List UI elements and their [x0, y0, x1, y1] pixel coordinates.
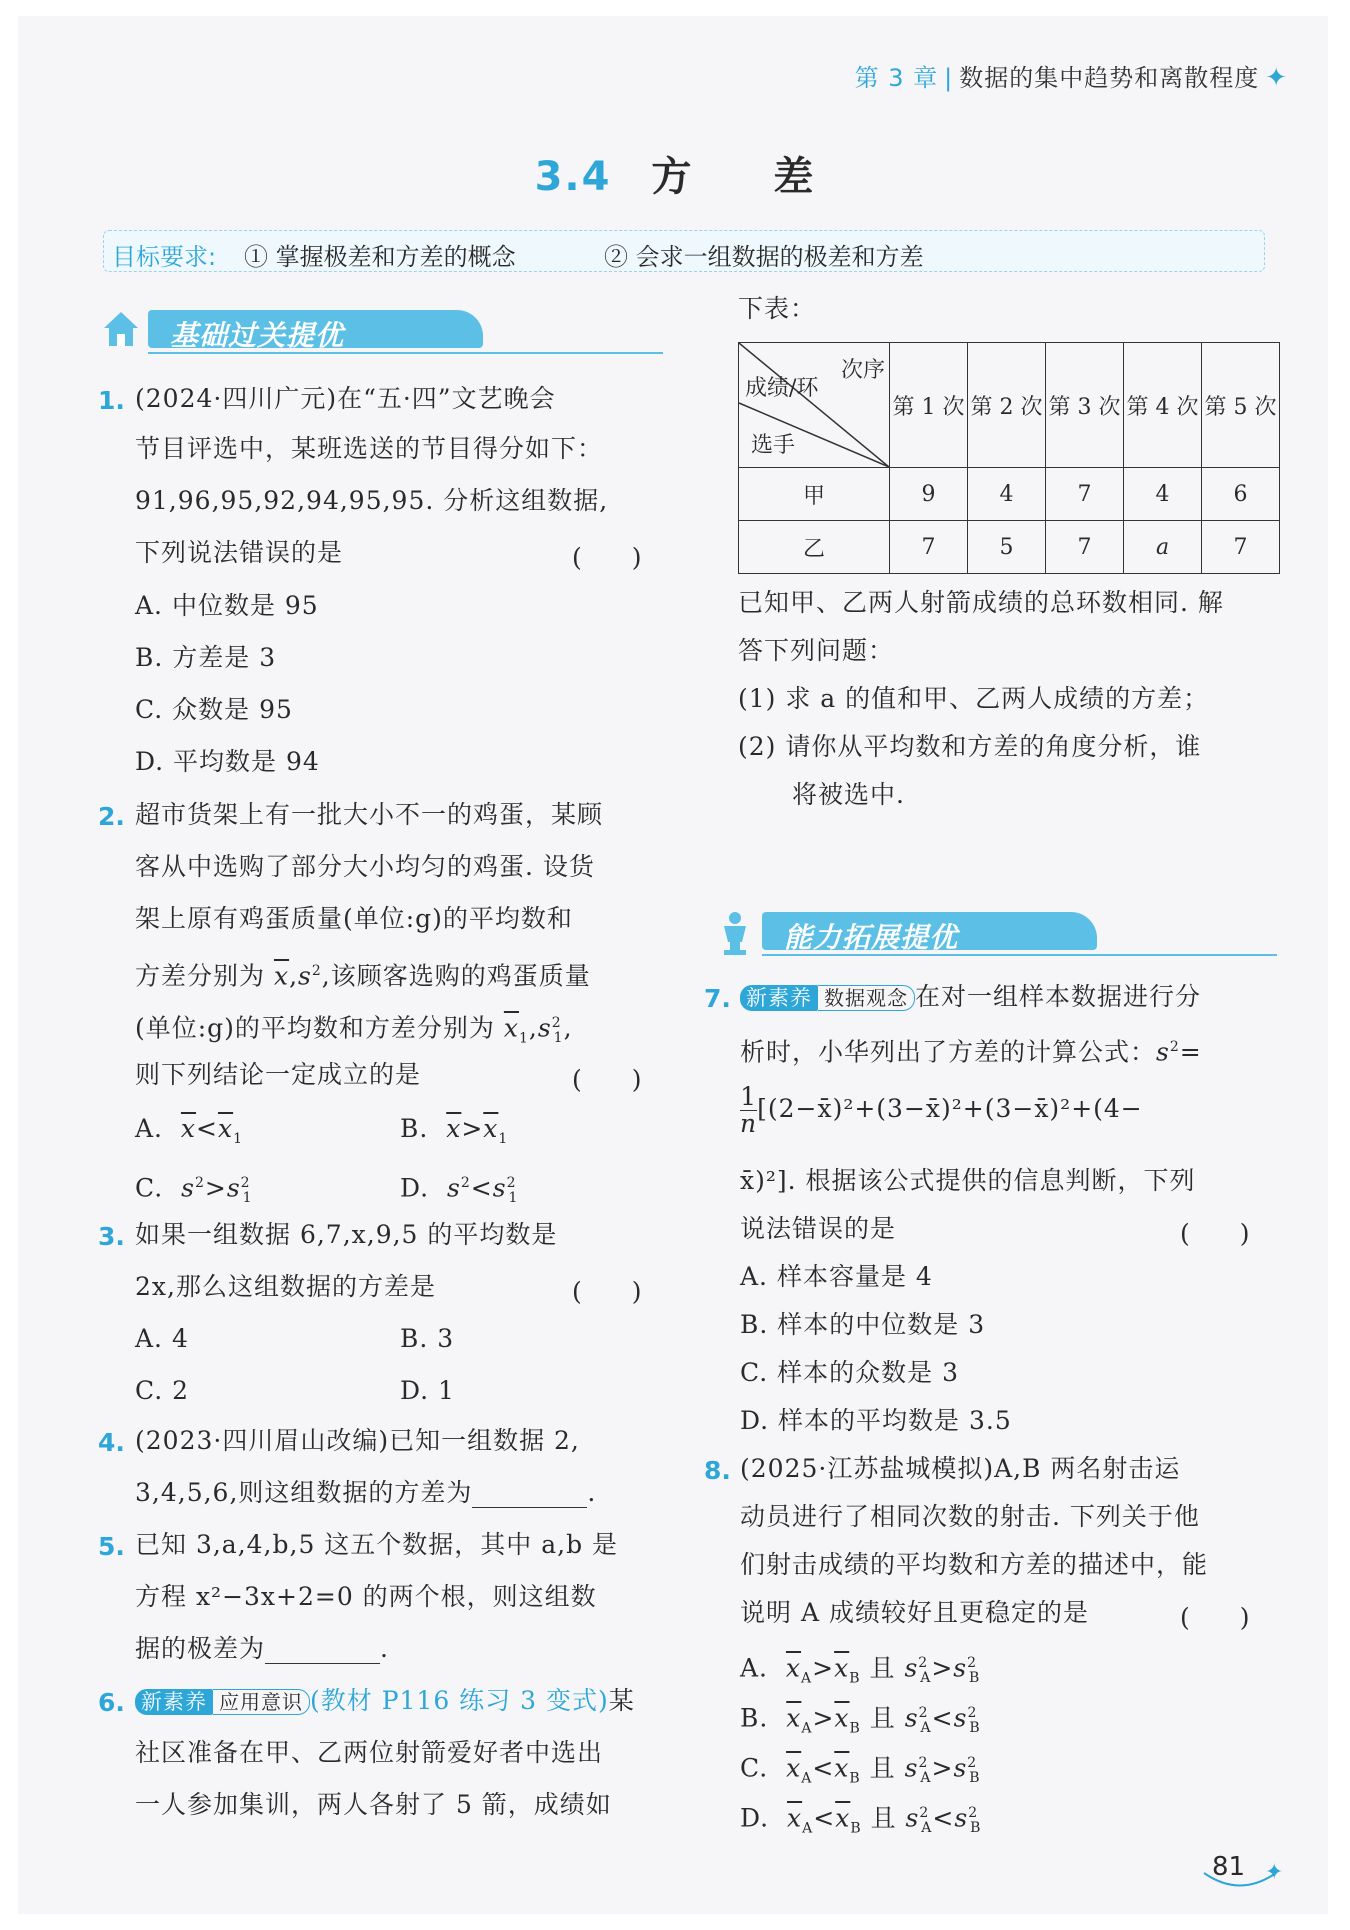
table-diagonal-header — [739, 343, 890, 468]
star-icon: ✦ — [1265, 63, 1288, 93]
q3-line-2: 2x,那么这组数据的方差是 — [135, 1272, 436, 1301]
goal-item-1: ① 掌握极差和方差的概念 — [244, 243, 516, 271]
section-number: 3.4 — [534, 154, 612, 200]
q8-line-1: (2025·江苏盐城模拟)A,B 两名射击运 — [740, 1454, 1181, 1483]
section-title-b: 差 — [773, 153, 816, 200]
q7-option-a: A. 样本容量是 4 — [740, 1262, 933, 1291]
q3-answer-paren: ( ) — [572, 1277, 642, 1306]
q6-tag: 新素养 — [135, 1689, 213, 1715]
house-icon — [98, 306, 144, 352]
q4-line-1: (2023·四川眉山改编)已知一组数据 2, — [135, 1426, 580, 1455]
table-cell: 6 — [1202, 468, 1280, 521]
q7-line-1: 新素养 数据观念 在对一组样本数据进行分 — [740, 982, 1201, 1012]
table-cell: 5 — [968, 521, 1046, 574]
q4-answer-blank[interactable] — [472, 1483, 587, 1508]
q3-option-b: B. 3 — [400, 1324, 455, 1353]
section-title — [0, 145, 1350, 202]
q8-answer-paren: ( ) — [1180, 1603, 1250, 1632]
score-table — [738, 342, 1280, 574]
q7-tag: 新素养 — [740, 985, 818, 1011]
table-cell: a — [1124, 521, 1202, 574]
q1-number: 1. — [98, 386, 125, 415]
header-separator: | — [944, 64, 954, 92]
page-number: 81 — [1212, 1852, 1246, 1882]
q3-number: 3. — [98, 1222, 125, 1251]
table-cell: 7 — [890, 521, 968, 574]
q6-sub-1: (1) 求 a 的值和甲、乙两人成绩的方差； — [738, 684, 1210, 713]
q6-after-1: 已知甲、乙两人射箭成绩的总环数相同. 解 — [738, 588, 1224, 617]
table-col-header: 第 4 次 — [1124, 343, 1202, 468]
q6-sub-2a: (2) 请你从平均数和方差的角度分析，谁 — [738, 732, 1202, 761]
table-row — [739, 468, 1280, 521]
q3-option-c: C. 2 — [135, 1376, 190, 1405]
q1-option-c: C. 众数是 95 — [135, 695, 293, 724]
q7-line-3: $\frac{1}{n}$ [(2−x̄)²+(3−x̄)²+(3−x̄)²+(4− — [740, 1082, 1143, 1138]
q3-option-a: A. 4 — [135, 1324, 189, 1353]
q6-line-1: 新素养 应用意识 (教材 P116 练习 3 变式)某 — [135, 1686, 635, 1716]
goal-box — [103, 230, 1265, 272]
q2-option-b: B. $\overline{x}>\overline{x}_1$ — [400, 1114, 509, 1147]
table-row-name: 甲 — [739, 468, 890, 521]
q8-option-b: B. $\overline{x}_A>\overline{x}_B$ 且 $s^2_A<s^2_B$ — [740, 1703, 981, 1737]
q7-line-2: 析时，小华列出了方差的计算公式：$s^2=$ — [740, 1037, 1202, 1067]
section-title-a: 方 — [651, 153, 694, 200]
table-cell: 7 — [1202, 521, 1280, 574]
q2-line-2: 客从中选购了部分大小均匀的鸡蛋. 设货 — [135, 852, 595, 881]
table-col-header: 第 5 次 — [1202, 343, 1280, 468]
q2-line-4: 方差分别为 $\overline{x},s^2$,该顾客选购的鸡蛋质量 — [135, 961, 591, 991]
table-header-order: 次序 — [840, 358, 885, 383]
chapter-header — [855, 58, 1288, 93]
goal-item-2: ② 会求一组数据的极差和方差 — [604, 243, 924, 271]
table-cell: 7 — [1046, 521, 1124, 574]
q1-option-a: A. 中位数是 95 — [135, 591, 319, 620]
q1-option-b: B. 方差是 3 — [135, 643, 277, 672]
q5-number: 5. — [98, 1532, 125, 1561]
q2-answer-paren: ( ) — [572, 1065, 642, 1094]
q2-option-d: D. $s^2<s^2_1$ — [400, 1173, 519, 1207]
q8-line-2: 动员进行了相同次数的射击. 下列关于他 — [740, 1502, 1200, 1531]
table-cell: 4 — [968, 468, 1046, 521]
q7-option-d: D. 样本的平均数是 3.5 — [740, 1406, 1012, 1435]
q8-option-a: A. $\overline{x}_A>\overline{x}_B$ 且 $s^2_A>s^2_B$ — [740, 1653, 981, 1687]
banner-advanced — [712, 908, 1277, 952]
q7-line-5: 说法错误的是 — [740, 1214, 897, 1243]
q8-option-d: D. $\overline{x}_A<\overline{x}_B$ 且 $s^2_A<s^2_B$ — [740, 1803, 982, 1837]
q8-option-c: C. $\overline{x}_A<\overline{x}_B$ 且 $s^2_A>s^2_B$ — [740, 1753, 981, 1787]
q8-line-4: 说明 A 成绩较好且更稳定的是 — [740, 1598, 1089, 1627]
fraction-1-over-n: $\frac{1}{n}$ — [740, 1082, 758, 1138]
q3-line-1: 如果一组数据 6,7,x,9,5 的平均数是 — [135, 1220, 558, 1249]
q1-line-3: 91,96,95,92,94,95,95. 分析这组数据, — [135, 486, 609, 515]
banner-advanced-title: 能力拓展提优 — [784, 921, 959, 954]
q2-line-5: (单位:g)的平均数和方差分别为 $\overline{x}_1,s^2_1$, — [135, 1013, 573, 1047]
banner-basic-title: 基础过关提优 — [170, 319, 345, 352]
q6-line-2: 社区准备在甲、乙两位射箭爱好者中选出 — [135, 1738, 604, 1767]
q5-line-1: 已知 3,a,4,b,5 这五个数据，其中 a,b 是 — [135, 1530, 619, 1559]
q6-citation: (教材 P116 练习 3 变式) — [310, 1686, 609, 1715]
q4-number: 4. — [98, 1428, 125, 1457]
table-header-score: 成绩/环 — [745, 376, 819, 401]
chapter-title: 数据的集中趋势和离散程度 — [959, 64, 1260, 92]
star-icon: ✦ — [1265, 1860, 1284, 1885]
q2-line-6: 则下列结论一定成立的是 — [135, 1060, 422, 1089]
q1-line-2: 节目评选中，某班选送的节目得分如下： — [135, 434, 604, 463]
q6-line-4: 下表： — [738, 294, 817, 323]
q6-tag-2: 应用意识 — [213, 1689, 310, 1715]
table-row-name: 乙 — [739, 521, 890, 574]
q2-option-a: A. $\overline{x}<\overline{x}_1$ — [135, 1114, 244, 1147]
q7-option-b: B. 样本的中位数是 3 — [740, 1310, 986, 1339]
q5-answer-blank[interactable] — [265, 1639, 380, 1664]
table-cell: 7 — [1046, 468, 1124, 521]
table-header-player: 选手 — [751, 433, 796, 458]
q8-number: 8. — [704, 1456, 731, 1485]
q5-line-3: 据的极差为 . — [135, 1634, 389, 1663]
q6-sub-2b: 将被选中. — [792, 780, 905, 809]
q6-line-3: 一人参加集训，两人各射了 5 箭，成绩如 — [135, 1790, 612, 1819]
q2-line-3: 架上原有鸡蛋质量(单位:g)的平均数和 — [135, 904, 573, 933]
q1-option-d: D. 平均数是 94 — [135, 747, 320, 776]
q2-option-c: C. $s^2>s^2_1$ — [135, 1173, 253, 1207]
q5-line-2: 方程 x²−3x+2=0 的两个根，则这组数 — [135, 1582, 597, 1611]
q4-line-2: 3,4,5,6,则这组数据的方差为 . — [135, 1478, 597, 1507]
q3-option-d: D. 1 — [400, 1376, 455, 1405]
q6-after-2: 答下列问题： — [738, 636, 895, 665]
goal-label: 目标要求: — [112, 243, 217, 271]
q1-answer-paren: ( ) — [572, 543, 642, 572]
q8-line-3: 们射击成绩的平均数和方差的描述中，能 — [740, 1550, 1209, 1579]
q7-answer-paren: ( ) — [1180, 1219, 1250, 1248]
table-col-header: 第 1 次 — [890, 343, 968, 468]
q1-line-1: (2024·四川广元)在“五·四”文艺晚会 — [135, 384, 556, 413]
q7-tag-2: 数据观念 — [818, 985, 915, 1011]
q6-number: 6. — [98, 1688, 125, 1717]
q7-number: 7. — [704, 984, 731, 1013]
chapter-number: 第 3 章 — [854, 64, 939, 92]
table-row — [739, 521, 1280, 574]
q2-number: 2. — [98, 802, 125, 831]
q7-line-4: x̄)²]. 根据该公式提供的信息判断，下列 — [740, 1166, 1196, 1195]
q1-line-4: 下列说法错误的是 — [135, 538, 344, 567]
table-cell: 4 — [1124, 468, 1202, 521]
q2-line-1: 超市货架上有一批大小不一的鸡蛋，某顾 — [135, 800, 604, 829]
table-col-header: 第 2 次 — [968, 343, 1046, 468]
banner-basic — [98, 306, 663, 350]
table-cell: 9 — [890, 468, 968, 521]
trophy-icon — [712, 908, 758, 958]
table-col-header: 第 3 次 — [1046, 343, 1124, 468]
q7-option-c: C. 样本的众数是 3 — [740, 1358, 959, 1387]
